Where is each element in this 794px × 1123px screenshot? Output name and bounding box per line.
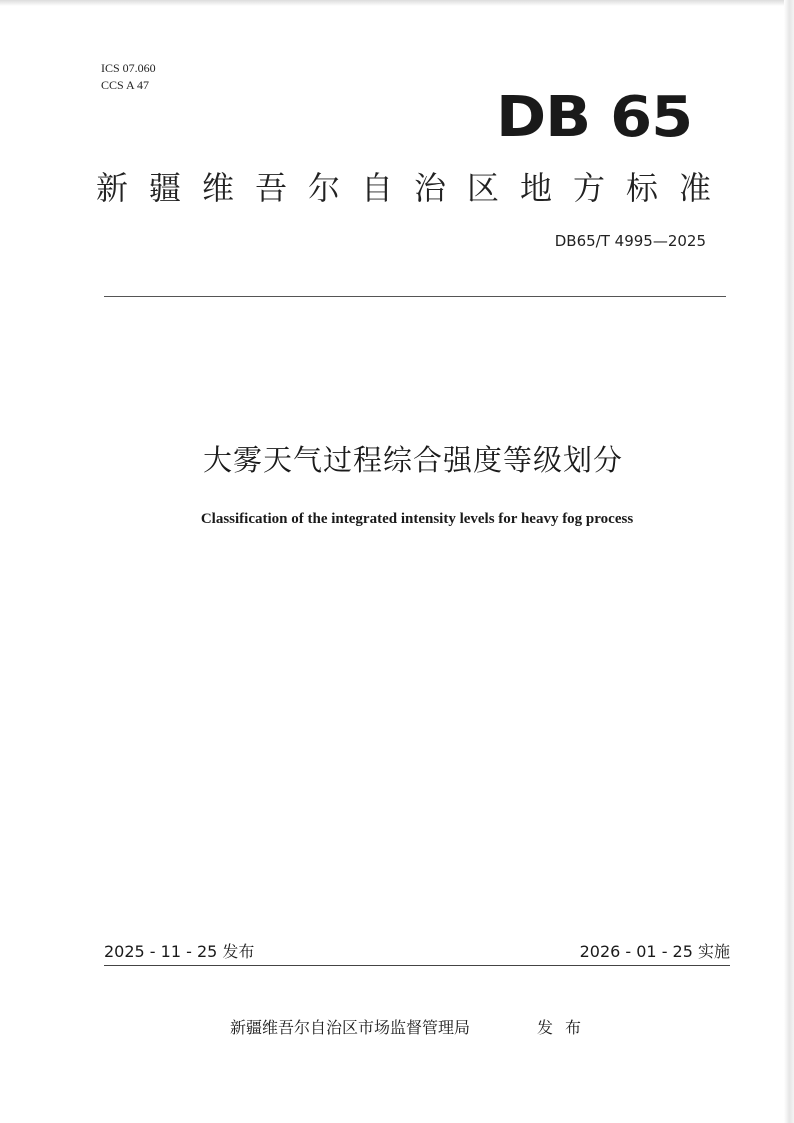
bottom-divider <box>104 965 730 966</box>
title-chinese: 大雾天气过程综合强度等级划分 <box>202 443 623 477</box>
ccs-code: CCS A 47 <box>101 78 150 92</box>
top-divider <box>104 296 726 297</box>
standard-category: 新疆维吾尔自治区地方标准 <box>96 169 733 207</box>
scan-top-edge <box>0 0 794 6</box>
publisher-name: 新疆维吾尔自治区市场监督管理局 <box>230 1018 471 1037</box>
scan-right-edge <box>784 0 794 1123</box>
issue-date: 2025 - 11 - 25 发布 <box>104 942 255 961</box>
classification-codes <box>101 60 156 94</box>
effective-date: 2026 - 01 - 25 实施 <box>579 942 730 961</box>
standard-number: DB65/T 4995—2025 <box>554 232 706 250</box>
publish-label: 发布 <box>537 1018 594 1037</box>
title-english: Classification of the integrated intensity levels for heavy fog process <box>200 511 634 527</box>
db65-logo: DB 65 <box>496 85 693 150</box>
ics-code: ICS 07.060 <box>101 61 156 75</box>
